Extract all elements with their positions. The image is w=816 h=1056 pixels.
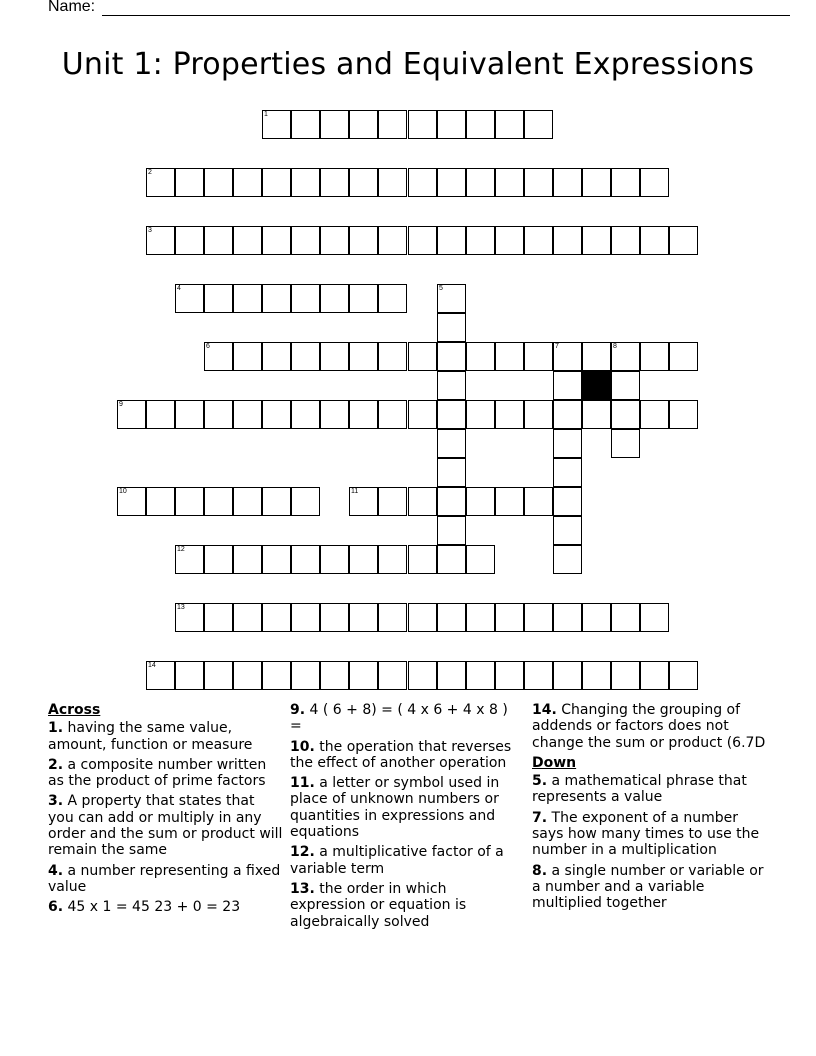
grid-cell[interactable] [320, 545, 349, 574]
grid-cell[interactable] [204, 603, 233, 632]
cell-number: 8 [613, 343, 617, 350]
grid-cell[interactable] [437, 487, 466, 516]
grid-cell[interactable] [233, 342, 262, 371]
grid-cell[interactable] [233, 168, 262, 197]
grid-cell[interactable] [233, 284, 262, 313]
grid-cell[interactable] [437, 458, 466, 487]
grid-cell[interactable] [146, 400, 175, 429]
grid-cell[interactable] [495, 661, 524, 690]
grid-cell[interactable] [291, 400, 320, 429]
grid-cell[interactable] [291, 603, 320, 632]
clue-text: a single number or variable or a number and a variable multiplied together [532, 862, 764, 912]
grid-cell[interactable] [640, 661, 669, 690]
clue-across-12 [290, 844, 522, 877]
grid-cell[interactable] [408, 110, 437, 139]
grid-cell[interactable] [204, 487, 233, 516]
clue-across-10 [290, 739, 522, 772]
grid-cell[interactable] [146, 226, 175, 255]
cell-number: 13 [177, 604, 185, 611]
grid-cell[interactable] [320, 284, 349, 313]
black-cell [582, 371, 611, 400]
grid-cell[interactable] [175, 168, 204, 197]
clue-text: the operation that reverses the effect of another operation [290, 738, 512, 771]
grid-cell[interactable] [437, 284, 466, 313]
grid-cell[interactable] [466, 168, 495, 197]
grid-cell[interactable] [495, 226, 524, 255]
clue-across-13 [290, 881, 522, 930]
grid-cell[interactable] [320, 168, 349, 197]
cell-number: 11 [351, 488, 359, 495]
grid-cell[interactable] [553, 603, 582, 632]
cell-number: 5 [439, 285, 443, 292]
clue-column-2 [290, 701, 522, 934]
grid-cell[interactable] [466, 342, 495, 371]
cell-number: 6 [206, 343, 210, 350]
grid-cell[interactable] [262, 226, 291, 255]
grid-cell[interactable] [408, 545, 437, 574]
cell-number: 4 [177, 285, 181, 292]
grid-cell[interactable] [262, 603, 291, 632]
cell-number: 3 [148, 227, 152, 234]
grid-cell[interactable] [611, 226, 640, 255]
grid-cell[interactable] [553, 226, 582, 255]
grid-cell[interactable] [437, 400, 466, 429]
cell-number: 7 [555, 343, 559, 350]
grid-cell[interactable] [466, 603, 495, 632]
grid-cell[interactable] [291, 342, 320, 371]
clue-across-2 [48, 757, 284, 790]
clue-down-7 [532, 810, 768, 859]
grid-cell[interactable] [611, 371, 640, 400]
grid-cell[interactable] [378, 110, 407, 139]
cell-number: 2 [148, 169, 152, 176]
grid-cell[interactable] [495, 487, 524, 516]
grid-cell[interactable] [320, 342, 349, 371]
grid-cell[interactable] [233, 487, 262, 516]
grid-cell[interactable] [378, 342, 407, 371]
cell-number: 10 [119, 488, 127, 495]
clue-text: A property that states that you can add or multiply in any order and the sum or product will remain the same [48, 793, 283, 859]
grid-cell[interactable] [378, 400, 407, 429]
clue-number: 3. [48, 793, 64, 810]
grid-cell[interactable] [146, 661, 175, 690]
clue-across-1 [48, 720, 284, 753]
grid-cell[interactable] [349, 342, 378, 371]
grid-cell[interactable] [582, 661, 611, 690]
grid-cell[interactable] [175, 284, 204, 313]
clue-number: 12. [290, 844, 315, 861]
grid-cell[interactable] [146, 487, 175, 516]
grid-cell[interactable] [640, 342, 669, 371]
grid-cell[interactable] [349, 284, 378, 313]
grid-cell[interactable] [378, 661, 407, 690]
grid-cell[interactable] [204, 661, 233, 690]
grid-cell[interactable] [524, 400, 553, 429]
grid-cell[interactable] [349, 545, 378, 574]
clue-number: 5. [532, 773, 548, 790]
grid-cell[interactable] [553, 371, 582, 400]
grid-cell[interactable] [437, 545, 466, 574]
clue-text: a mathematical phrase that represents a value [532, 773, 747, 806]
grid-cell[interactable] [408, 603, 437, 632]
grid-cell[interactable] [291, 110, 320, 139]
grid-cell[interactable] [378, 603, 407, 632]
grid-cell[interactable] [349, 661, 378, 690]
grid-cell[interactable] [437, 226, 466, 255]
clue-text: a number representing a fixed value [48, 862, 281, 895]
grid-cell[interactable] [291, 545, 320, 574]
grid-cell[interactable] [524, 603, 553, 632]
grid-cell[interactable] [611, 400, 640, 429]
grid-cell[interactable] [349, 487, 378, 516]
grid-cell[interactable] [262, 545, 291, 574]
grid-cell[interactable] [437, 342, 466, 371]
grid-cell[interactable] [669, 400, 698, 429]
grid-cell[interactable] [553, 661, 582, 690]
grid-cell[interactable] [378, 226, 407, 255]
grid-cell[interactable] [175, 487, 204, 516]
clue-number: 13. [290, 880, 315, 897]
grid-cell[interactable] [262, 487, 291, 516]
grid-cell[interactable] [582, 342, 611, 371]
grid-cell[interactable] [204, 545, 233, 574]
grid-cell[interactable] [437, 516, 466, 545]
grid-cell[interactable] [495, 400, 524, 429]
clue-number: 10. [290, 738, 315, 755]
grid-cell[interactable] [466, 661, 495, 690]
down-heading: Down [532, 754, 577, 771]
grid-cell[interactable] [408, 661, 437, 690]
clue-number: 4. [48, 862, 64, 879]
grid-cell[interactable] [262, 342, 291, 371]
grid-cell[interactable] [640, 603, 669, 632]
grid-cell[interactable] [175, 400, 204, 429]
grid-cell[interactable] [524, 342, 553, 371]
grid-cell[interactable] [437, 429, 466, 458]
clue-down-8 [532, 863, 768, 912]
grid-cell[interactable] [582, 400, 611, 429]
grid-cell[interactable] [262, 110, 291, 139]
grid-cell[interactable] [349, 168, 378, 197]
grid-cell[interactable] [524, 226, 553, 255]
clue-across-9 [290, 702, 522, 735]
grid-cell[interactable] [349, 400, 378, 429]
grid-cell[interactable] [291, 487, 320, 516]
grid-cell[interactable] [175, 545, 204, 574]
grid-cell[interactable] [582, 226, 611, 255]
grid-cell[interactable] [262, 168, 291, 197]
clue-across-4 [48, 863, 284, 896]
grid-cell[interactable] [204, 284, 233, 313]
grid-cell[interactable] [582, 603, 611, 632]
grid-cell[interactable] [524, 168, 553, 197]
grid-cell[interactable] [611, 342, 640, 371]
clue-across-3 [48, 793, 284, 858]
grid-cell[interactable] [495, 110, 524, 139]
grid-cell[interactable] [437, 371, 466, 400]
clue-across-11 [290, 775, 522, 840]
grid-cell[interactable] [204, 342, 233, 371]
grid-cell[interactable] [320, 400, 349, 429]
grid-cell[interactable] [466, 545, 495, 574]
grid-cell[interactable] [640, 226, 669, 255]
clue-across-6 [48, 899, 284, 915]
grid-cell[interactable] [466, 400, 495, 429]
clue-number: 2. [48, 756, 64, 773]
clue-text: the order in which expression or equation is algebraically solved [290, 880, 467, 930]
grid-cell[interactable] [495, 603, 524, 632]
grid-cell[interactable] [204, 168, 233, 197]
grid-cell[interactable] [233, 545, 262, 574]
clue-number: 7. [532, 809, 548, 826]
grid-cell[interactable] [204, 226, 233, 255]
cell-number: 1 [264, 111, 268, 118]
grid-cell[interactable] [408, 226, 437, 255]
clue-number: 9. [290, 702, 306, 718]
grid-cell[interactable] [553, 458, 582, 487]
grid-cell[interactable] [291, 168, 320, 197]
grid-cell[interactable] [204, 400, 233, 429]
clue-number: 1. [48, 720, 64, 737]
grid-cell[interactable] [320, 603, 349, 632]
clue-text: a composite number written as the product of prime factors [48, 756, 267, 790]
clue-number: 6. [48, 899, 64, 916]
grid-cell[interactable] [117, 400, 146, 429]
grid-cell[interactable] [320, 110, 349, 139]
grid-cell[interactable] [466, 110, 495, 139]
grid-cell[interactable] [495, 342, 524, 371]
grid-cell[interactable] [437, 603, 466, 632]
clue-text: 45 x 1 = 45 23 + 0 = 23 [67, 899, 241, 916]
grid-cell[interactable] [466, 487, 495, 516]
name-label: Name: [48, 0, 96, 15]
grid-cell[interactable] [640, 168, 669, 197]
grid-cell[interactable] [291, 226, 320, 255]
grid-cell[interactable] [233, 603, 262, 632]
clue-across-14 [532, 702, 768, 751]
grid-cell[interactable] [669, 661, 698, 690]
grid-cell[interactable] [408, 342, 437, 371]
clue-down-5 [532, 773, 768, 806]
clue-text: Changing the grouping of addends or factors does not change the sum or product (6.7D [532, 702, 766, 751]
clue-column-1 [48, 701, 284, 920]
grid-cell[interactable] [408, 400, 437, 429]
grid-cell[interactable] [378, 487, 407, 516]
grid-cell[interactable] [349, 110, 378, 139]
clue-number: 8. [532, 862, 548, 879]
grid-cell[interactable] [320, 226, 349, 255]
grid-cell[interactable] [437, 110, 466, 139]
grid-cell[interactable] [495, 168, 524, 197]
grid-cell[interactable] [553, 545, 582, 574]
grid-cell[interactable] [378, 545, 407, 574]
grid-cell[interactable] [291, 284, 320, 313]
grid-cell[interactable] [437, 168, 466, 197]
grid-cell[interactable] [408, 487, 437, 516]
grid-cell[interactable] [611, 603, 640, 632]
grid-cell[interactable] [349, 226, 378, 255]
across-heading: Across [48, 702, 101, 718]
grid-cell[interactable] [233, 661, 262, 690]
grid-cell[interactable] [611, 429, 640, 458]
grid-cell[interactable] [437, 313, 466, 342]
grid-cell[interactable] [553, 400, 582, 429]
grid-cell[interactable] [553, 487, 582, 516]
clue-column-3 [532, 701, 768, 916]
grid-cell[interactable] [553, 342, 582, 371]
clue-text: a multiplicative factor of a variable term [290, 844, 504, 877]
grid-cell[interactable] [524, 110, 553, 139]
cell-number: 12 [177, 546, 185, 553]
clue-number: 11. [290, 775, 315, 792]
grid-cell[interactable] [553, 516, 582, 545]
grid-cell[interactable] [524, 487, 553, 516]
grid-cell[interactable] [320, 661, 349, 690]
grid-cell[interactable] [553, 429, 582, 458]
clue-number: 14. [532, 702, 557, 718]
grid-cell[interactable] [640, 400, 669, 429]
clue-text: 4 ( 6 + 8) = ( 4 x 6 + 4 x 8 ) = [290, 702, 508, 735]
grid-cell[interactable] [408, 168, 437, 197]
grid-cell[interactable] [175, 226, 204, 255]
grid-cell[interactable] [378, 284, 407, 313]
grid-cell[interactable] [582, 168, 611, 197]
grid-cell[interactable] [669, 342, 698, 371]
grid-cell[interactable] [378, 168, 407, 197]
clue-text: having the same value, amount, function or measure [48, 720, 253, 753]
page-title: Unit 1: Properties and Equivalent Expressions [61, 47, 755, 82]
grid-cell[interactable] [553, 168, 582, 197]
grid-cell[interactable] [669, 226, 698, 255]
grid-cell[interactable] [146, 168, 175, 197]
grid-cell[interactable] [262, 284, 291, 313]
grid-cell[interactable] [466, 226, 495, 255]
grid-cell[interactable] [117, 487, 146, 516]
grid-cell[interactable] [233, 400, 262, 429]
grid-cell[interactable] [233, 226, 262, 255]
grid-cell[interactable] [262, 661, 291, 690]
grid-cell[interactable] [291, 661, 320, 690]
grid-cell[interactable] [437, 661, 466, 690]
grid-cell[interactable] [349, 603, 378, 632]
clue-text: The exponent of a number says how many times to use the number in a multiplication [532, 809, 760, 859]
grid-cell[interactable] [262, 400, 291, 429]
grid-cell[interactable] [175, 661, 204, 690]
clue-text: a letter or symbol used in place of unknown numbers or quantities in expressions and equations [290, 775, 500, 841]
cell-number: 9 [119, 401, 123, 408]
grid-cell[interactable] [524, 661, 553, 690]
grid-cell[interactable] [175, 603, 204, 632]
cell-number: 14 [148, 662, 156, 669]
grid-cell[interactable] [611, 661, 640, 690]
grid-cell[interactable] [611, 168, 640, 197]
